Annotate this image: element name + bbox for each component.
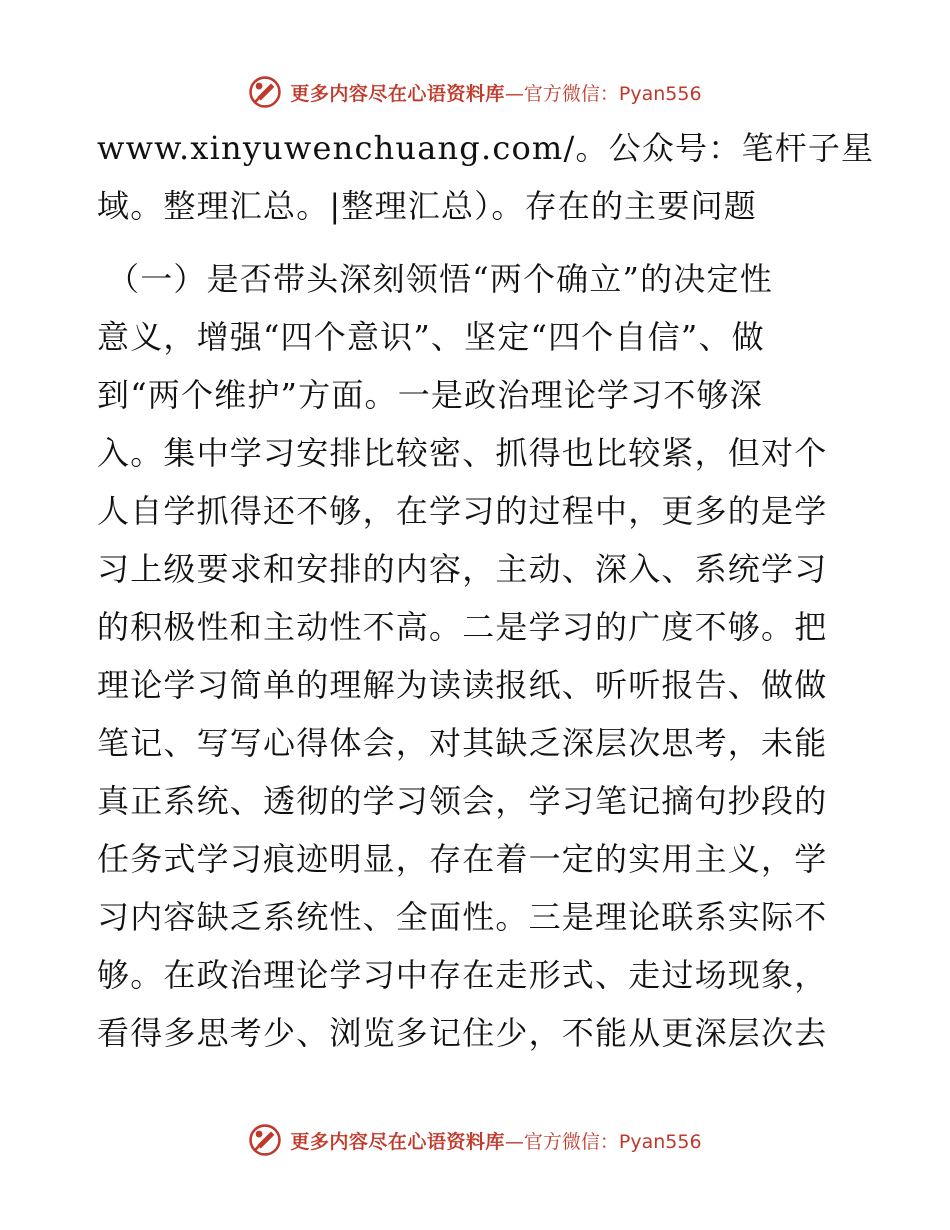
body-line: 任务式学习痕迹明显，存在着一定的实用主义，学 <box>97 840 828 878</box>
body-line: 理论学习简单的理解为读读报纸、听听报告、做做 <box>97 666 828 704</box>
body-line: 看得多思考少、浏览多记住少，不能从更深层次去 <box>97 1014 828 1052</box>
body-line: 习内容缺乏系统性、全面性。三是理论联系实际不 <box>97 898 828 936</box>
footer-banner-wechat: —官方微信：Pyan556 <box>504 1130 702 1153</box>
header-banner-wechat: —官方微信：Pyan556 <box>504 82 702 105</box>
body-line: 笔记、写写心得体会，对其缺乏深层次思考，未能 <box>97 724 828 762</box>
body-line: 到“两个维护”方面。一是政治理论学习不够深 <box>97 376 763 414</box>
brand-logo-icon <box>248 75 282 109</box>
body-line: （一）是否带头深刻领悟“两个确立”的决定性 <box>107 260 773 298</box>
body-line: 人自学抓得还不够，在学习的过程中，更多的是学 <box>97 492 828 530</box>
body-line: 意义，增强“四个意识”、坚定“四个自信”、做 <box>97 318 765 356</box>
body-line: www.xinyuwenchuang.com/。公众号：笔杆子星 <box>97 129 875 167</box>
body-line: 习上级要求和安排的内容，主动、深入、系统学习 <box>97 550 828 588</box>
header-banner <box>0 72 950 112</box>
footer-banner-title: 更多内容尽在心语资料库 <box>290 1130 505 1153</box>
brand-logo-icon <box>248 1123 282 1157</box>
body-line: 域。整理汇总。|整理汇总）。存在的主要问题 <box>97 187 757 225</box>
document-body <box>97 119 875 1062</box>
body-line: 真正系统、透彻的学习领会，学习笔记摘句抄段的 <box>97 782 828 820</box>
body-line: 够。在政治理论学习中存在走形式、走过场现象， <box>97 956 828 994</box>
footer-banner <box>0 1120 950 1160</box>
header-banner-title: 更多内容尽在心语资料库 <box>290 82 505 105</box>
body-line: 入。集中学习安排比较密、抓得也比较紧，但对个 <box>97 434 828 472</box>
body-line: 的积极性和主动性不高。二是学习的广度不够。把 <box>97 608 828 646</box>
